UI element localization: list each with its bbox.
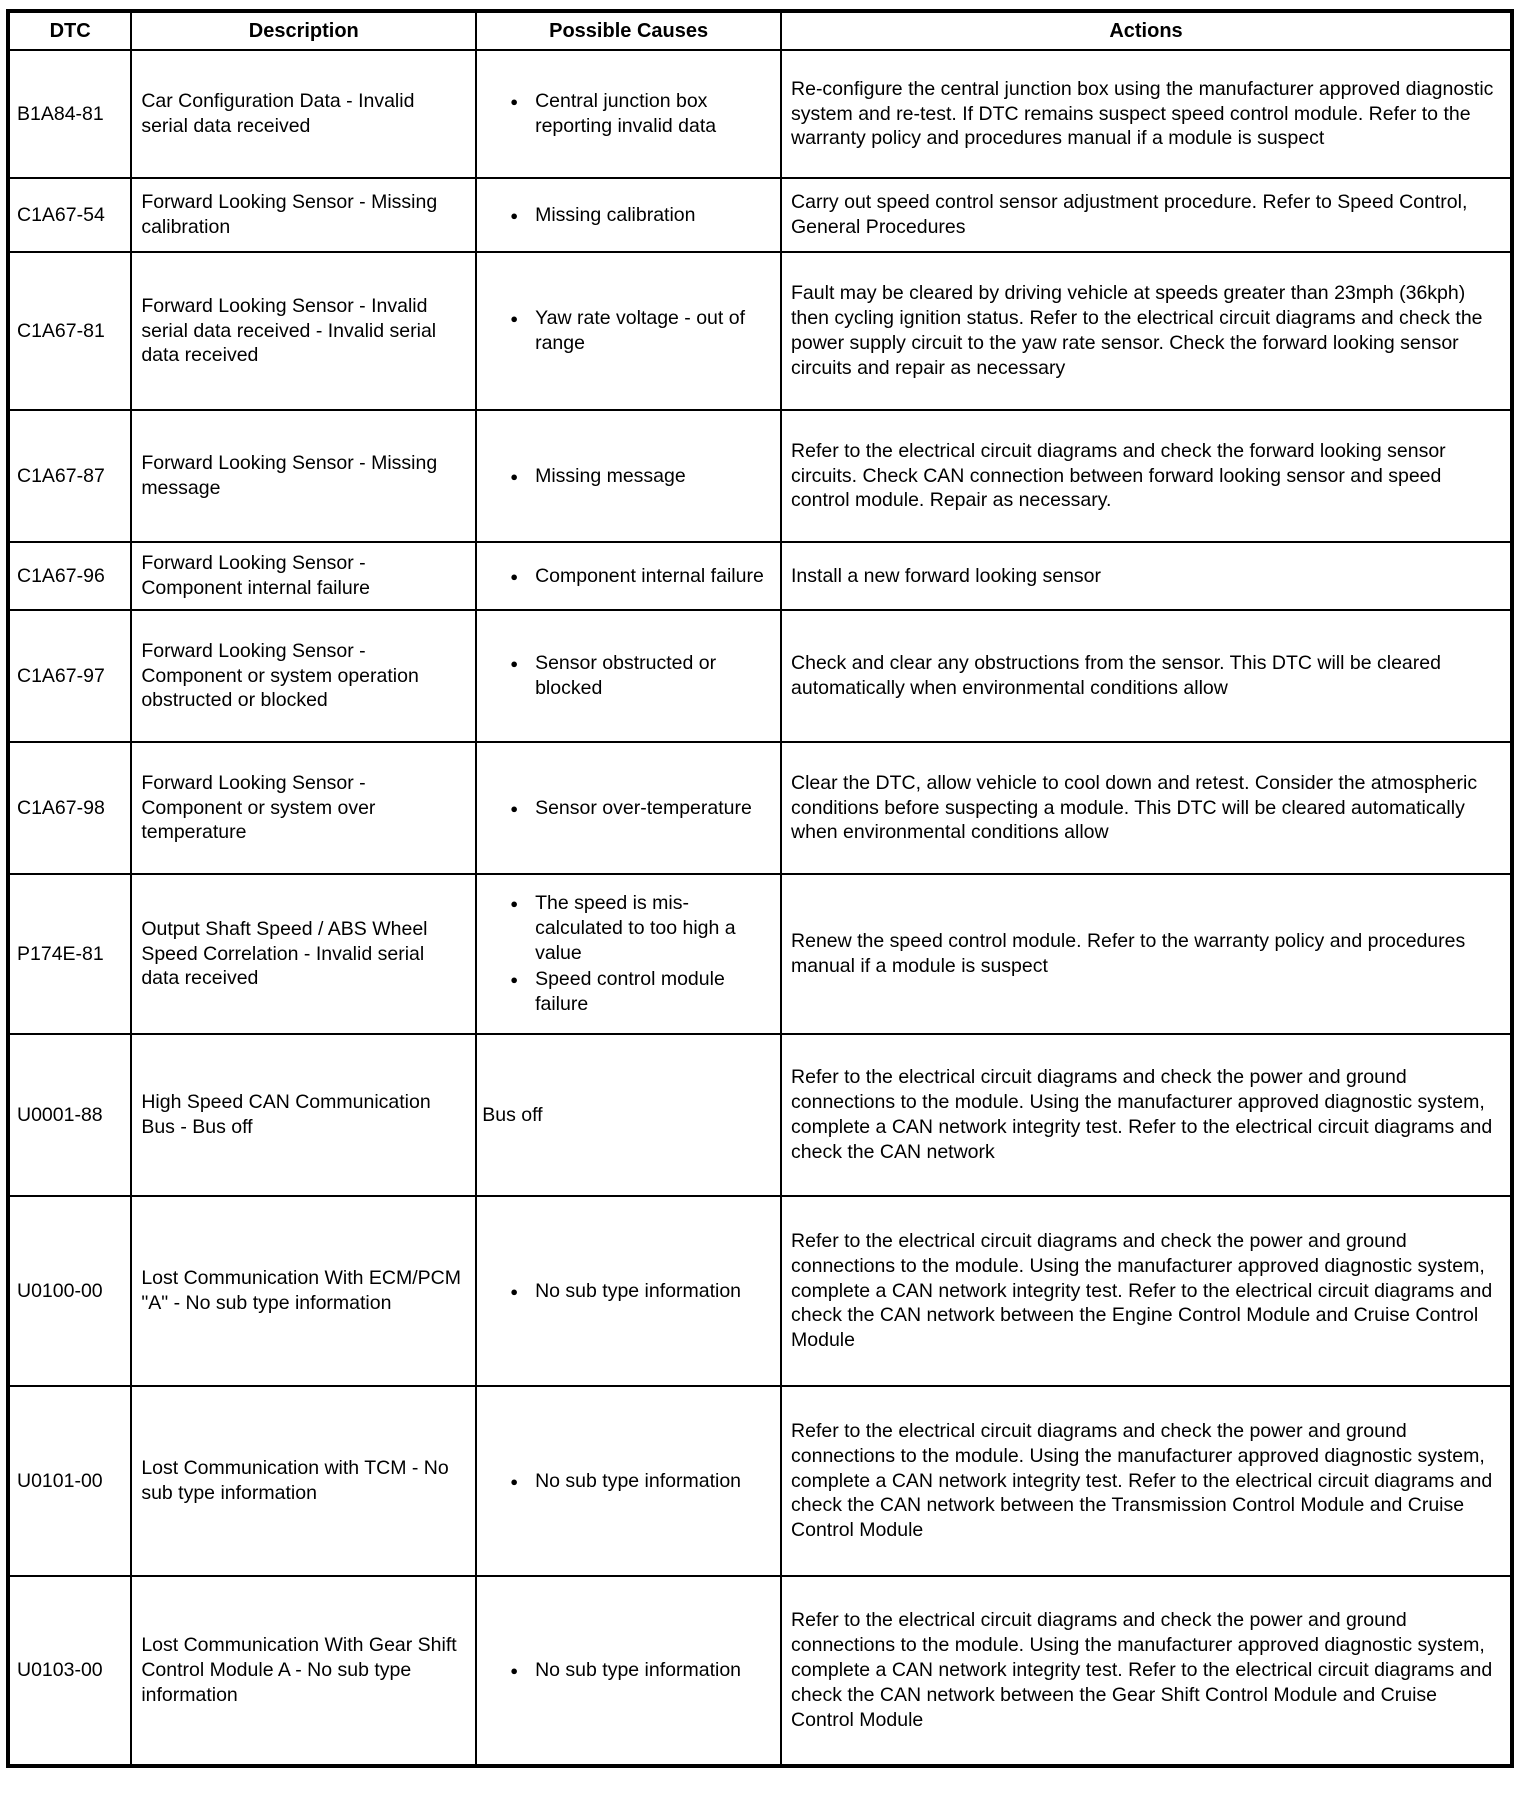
bullet-icon: ● (510, 1663, 519, 1678)
cause-item (482, 306, 774, 356)
cause-item (482, 464, 774, 489)
table-row (8, 1576, 1512, 1766)
description-cell: Forward Looking Sensor - Invalid serial data received - Invalid serial data received (131, 252, 476, 410)
table-row (8, 542, 1512, 610)
bullet-icon: ● (510, 94, 519, 110)
table-row (8, 252, 1512, 410)
cause-item (482, 796, 774, 821)
description-cell: High Speed CAN Communication Bus - Bus off (131, 1034, 476, 1196)
dtc-table-body (8, 50, 1512, 1766)
dtc-table-header (8, 11, 1512, 50)
possible-causes-cell (476, 1386, 781, 1576)
cause-item (482, 967, 774, 1017)
dtc-code-cell: C1A67-54 (8, 178, 131, 252)
column-header-possible-causes: Possible Causes (476, 11, 781, 50)
actions-cell: Refer to the electrical circuit diagrams and check the forward looking sensor circuits. Check CAN connection between forward looking sensor and speed control module. Repair as necessary. (781, 410, 1512, 542)
actions-cell: Refer to the electrical circuit diagrams and check the power and ground connections to the module. Using the manufacturer approved diagnostic system, complete a CAN network integrity test. Refer to the electrical circuit diagrams and check the CAN network between the Gear Shift Control Module and Cruise Control Module (781, 1576, 1512, 1766)
bullet-icon: ● (510, 656, 519, 672)
dtc-code-cell: C1A67-98 (8, 742, 131, 874)
column-header-dtc: DTC (8, 11, 131, 50)
cause-item (482, 651, 774, 701)
possible-causes-cell (476, 542, 781, 610)
header-row (8, 11, 1512, 50)
bullet-icon: ● (510, 895, 519, 911)
cause-text: Missing calibration (535, 203, 696, 226)
possible-causes-cell (476, 742, 781, 874)
bullet-icon: ● (510, 1283, 519, 1299)
description-cell: Forward Looking Sensor - Component or system over temperature (131, 742, 476, 874)
cause-text: No sub type information (535, 1659, 742, 1681)
table-row (8, 1196, 1512, 1386)
dtc-table (6, 9, 1514, 1768)
dtc-code-cell: C1A67-81 (8, 252, 131, 410)
cause-item (482, 203, 774, 228)
possible-causes-cell (476, 1576, 781, 1766)
table-row (8, 410, 1512, 542)
description-cell: Lost Communication With Gear Shift Control Module A - No sub type information (131, 1576, 476, 1766)
dtc-code-cell: B1A84-81 (8, 50, 131, 178)
dtc-code-cell: U0101-00 (8, 1386, 131, 1576)
table-row (8, 1386, 1512, 1576)
bullet-icon: ● (510, 311, 519, 327)
possible-causes-cell (476, 1196, 781, 1386)
cause-text: Yaw rate voltage - out of range (535, 307, 745, 354)
possible-causes-cell (476, 410, 781, 542)
table-row (8, 1034, 1512, 1196)
bullet-icon: ● (510, 568, 519, 584)
cause-item (482, 89, 774, 139)
description-cell: Forward Looking Sensor - Component or system operation obstructed or blocked (131, 610, 476, 742)
bullet-icon: ● (510, 800, 519, 816)
possible-causes-cell (476, 1034, 781, 1196)
description-cell: Forward Looking Sensor - Missing message (131, 410, 476, 542)
actions-cell: Refer to the electrical circuit diagrams and check the power and ground connections to the module. Using the manufacturer approved diagnostic system, complete a CAN network integrity test. Refer to the electrical circuit diagrams and check the CAN network (781, 1034, 1512, 1196)
cause-item (482, 1469, 774, 1494)
cause-text: Bus off (482, 1103, 543, 1126)
table-row (8, 742, 1512, 874)
bullet-icon: ● (510, 468, 519, 484)
bullet-icon: ● (510, 972, 519, 988)
column-header-actions: Actions (781, 11, 1512, 50)
column-header-description: Description (131, 11, 476, 50)
description-cell: Lost Communication With ECM/PCM "A" - No sub type information (131, 1196, 476, 1386)
cause-text: Sensor obstructed or blocked (535, 652, 717, 699)
possible-causes-cell (476, 252, 781, 410)
cause-item (482, 1279, 774, 1304)
description-cell: Forward Looking Sensor - Missing calibration (131, 178, 476, 252)
actions-cell: Re-configure the central junction box using the manufacturer approved diagnostic system and re-test. If DTC remains suspect speed control module. Refer to the warranty policy and procedures manual if a module is suspect (781, 50, 1512, 178)
table-row (8, 178, 1512, 252)
description-cell: Output Shaft Speed / ABS Wheel Speed Correlation - Invalid serial data received (131, 874, 476, 1034)
possible-causes-cell (476, 874, 781, 1034)
bullet-icon: ● (510, 1473, 519, 1489)
actions-cell: Renew the speed control module. Refer to the warranty policy and procedures manual if a module is suspect (781, 874, 1512, 1034)
actions-cell: Check and clear any obstructions from the sensor. This DTC will be cleared automatically when environmental conditions allow (781, 610, 1512, 742)
actions-cell: Install a new forward looking sensor (781, 542, 1512, 610)
cause-text: No sub type information (535, 1469, 742, 1492)
cause-text: Missing message (535, 464, 686, 487)
possible-causes-cell (476, 178, 781, 252)
actions-cell: Refer to the electrical circuit diagrams and check the power and ground connections to the module. Using the manufacturer approved diagnostic system, complete a CAN network integrity test. Refer to the electrical circuit diagrams and check the CAN network between the Engine Control Module and Cruise Control Module (781, 1196, 1512, 1386)
actions-cell: Fault may be cleared by driving vehicle at speeds greater than 23mph (36kph) then cycling ignition status. Refer to the electrical circuit diagrams and check the power supply circuit to the yaw rate sensor. Check the forward looking sensor circuits and repair as necessary (781, 252, 1512, 410)
description-cell: Lost Communication with TCM - No sub type information (131, 1386, 476, 1576)
actions-cell: Clear the DTC, allow vehicle to cool down and retest. Consider the atmospheric conditions before suspecting a module. This DTC will be cleared automatically when environmental conditions allow (781, 742, 1512, 874)
possible-causes-cell (476, 610, 781, 742)
actions-cell: Carry out speed control sensor adjustment procedure. Refer to Speed Control, General Procedures (781, 178, 1512, 252)
dtc-code-cell: U0001-88 (8, 1034, 131, 1196)
table-row (8, 874, 1512, 1034)
dtc-code-cell: C1A67-87 (8, 410, 131, 542)
table-row (8, 50, 1512, 178)
dtc-code-cell: P174E-81 (8, 874, 131, 1034)
cause-item (482, 1658, 774, 1683)
cause-text: No sub type information (535, 1279, 742, 1302)
cause-item (482, 891, 774, 966)
cause-text: Central junction box reporting invalid data (535, 90, 717, 137)
cause-text: Sensor over-temperature (535, 796, 752, 819)
dtc-code-cell: U0103-00 (8, 1576, 131, 1766)
bullet-icon: ● (510, 207, 519, 223)
description-cell: Forward Looking Sensor - Component internal failure (131, 542, 476, 610)
dtc-code-cell: C1A67-96 (8, 542, 131, 610)
actions-cell: Refer to the electrical circuit diagrams and check the power and ground connections to the module. Using the manufacturer approved diagnostic system, complete a CAN network integrity test. Refer to the electrical circuit diagrams and check the CAN network between the Transmission Control Module and Cruise Control Module (781, 1386, 1512, 1576)
table-row (8, 610, 1512, 742)
description-cell: Car Configuration Data - Invalid serial data received (131, 50, 476, 178)
dtc-code-cell: U0100-00 (8, 1196, 131, 1386)
possible-causes-cell (476, 50, 781, 178)
cause-item (482, 564, 774, 589)
dtc-code-cell: C1A67-97 (8, 610, 131, 742)
cause-text: Speed control module failure (535, 968, 725, 1016)
cause-text: Component internal failure (535, 564, 764, 587)
cause-text: The speed is mis-calculated to too high a value (535, 891, 736, 964)
